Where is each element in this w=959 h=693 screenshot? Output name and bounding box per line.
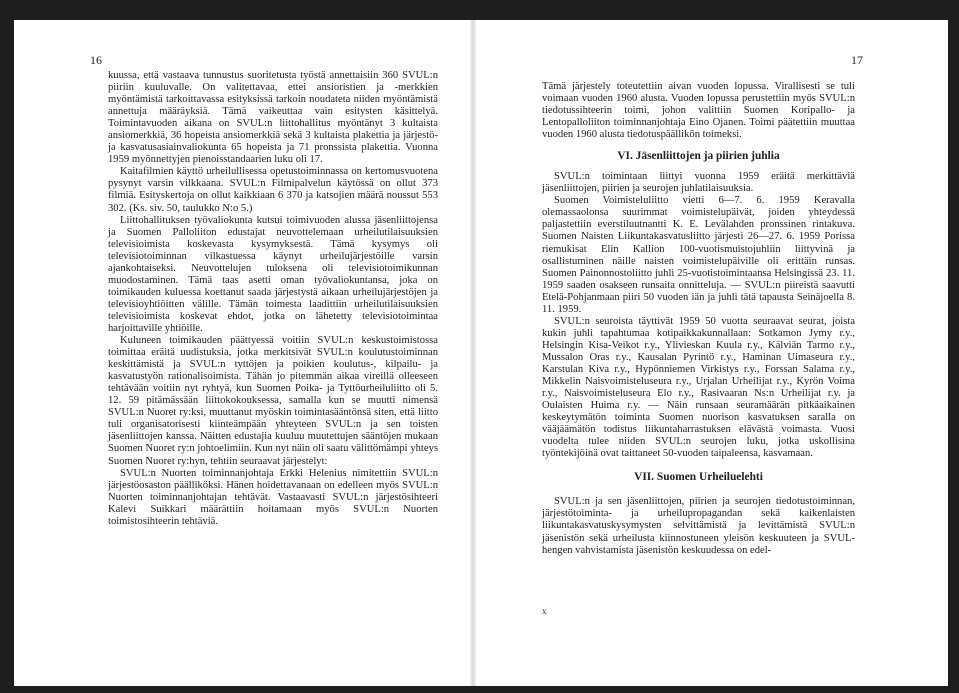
paragraph: Kuluneen toimikauden päättyessä voitiin SVUL:n keskustoimistossa toimittaa eräitä uudistuksia, jotka merkitsivät SVUL:n koulutustoiminnan keskittämistä ja SVUL:n tyttöjen ja poikien koulutus-, kilpailu- ja kasvatustyön rationalisoimista. Tähän jo pitemmän aikaa vireillä olleeseen tehtävään voitiin nyt ryhtyä, kun Suomen Poika- ja Tyttöurheiluliitto oli 5. 12. 59 pitämässään liittokokouksessa, samalla kun se muutti nimensä SVUL:n Nuoret ry:ksi, muuttanut myöskin toimintasääntönsä siten, että liitto tuli organisatorisesti kiinteämpään yhteyteen SVUL:n ja sen toisten jäsenliittojen kanssa. Näitten edustajia kuuluu muutettujen sääntöjen mukaan Suomen Nuoret ry:n johtoelimiin. Kun nyt näin oli saatu välittömämpi yhteys Suomen Nuoret ry:hyn, tehtiin seuraavat järjestelyt: [108,335,438,467]
paragraph: SVUL:n seuroista täyttivät 1959 50 vuotta seuraavat seurat, joista kukin juhli tapahtumaa kotipaikkakunnallaan: Sotkamon Jymy r.y., Helsingin Kisa-Veikot r.y., Ylivieskan Kuula r.y., Kälviän Tarmo r.y., Mussalon Oras r.y., Kausalan Pyrintö r.y., Haminan Uimaseura r.y., Karstulan Kiva r.y., Hypönniemen Virkistys r.y., Forssan Salama r.y., Mikkelin Naisvoimisteluseura r.y., Urjalan Urheilijat r.y., Kyrön Voima r.y., Naisvoimisteluseura Elo r.y., Rasivaaran Ns:n Urheilijat r.y. ja Oulaisten Huima r.y. — Näin runsaan seuramäärän pitkäaikainen keskeytymätön toiminta Suomen nuorison kasvatuksen saralla on vääjäämätön todistus liikuntaharrastuksen elävästä voimasta. Vuosi vuodelta tulee niiden SVUL:n seurojen luku, jotka uskollisina työntekijöinä ovat taittaneet 50-vuoden taipaleensa, kasvamaan. [542,315,855,460]
paragraph: kuussa, että vastaava tunnustus suoritetusta työstä annettaisiin 360 SVUL:n piiriin kuuluvalle. On valitettavaa, ettei ansioristien ja -merkkien myöntämistä tarkoittavassa esityksissä tarkoin noudateta niiden myöntämistä annettuja määräyksiä. Tämä vaikeuttaa vain esitysten käsittelyä. Toimintavuoden aikana on SVUL:n liittohallitus myöntänyt 3 kultaista ansiomerkkiä, 36 hopeista ansiomerkkiä sekä 3 kultaista plakettia ja järjestö- ja kasvatusasiainvaliokunta 65 hopeista ja 71 pronssista plakettia. Vuonna 1959 myönnettyjen pienoisstandaarien luku oli 17. [108,70,438,166]
left-page-text [108,70,438,528]
section-heading-vii: VII. Suomen Urheiluelehti [634,471,763,484]
paragraph: SVUL:n Nuorten toiminnanjohtaja Erkki Helenius nimitettiin SVUL:n järjestöosaston päälliköksi. Hänen hoidettavanaan on edelleen myös SVUL:n Nuorten toiminnanjohtajan tehtävät. Vastaavasti SVUL:n järjestösihteeri Kalevi Suikkari määrättiin hoitamaan myös SVUL:n Nuorten toimistosihteerin tehtäviä. [108,467,438,527]
book-gutter [470,20,476,686]
paragraph: SVUL:n ja sen jäsenliittojen, piirien ja seurojen tiedotustoiminnan, järjestötoiminta- ja urheilupropagandan sekä kaikenlaisten liikuntakasvatuskysymysten selvittämistä ja levittämistä SVUL:n jäsenistön sekä urheilusta kiinnostuneen yleisön keskuuteen ja SVUL-hengen vahvistamista jäsenistön keskuudessa on edel- [542,496,855,556]
section-heading-vi: VI. Jäsenliittojen ja piirien juhlia [617,150,780,163]
paragraph: Tämä järjestely toteutettiin aivan vuoden lopussa. Virallisesti se tuli voimaan vuoden 1960 alusta. Vuoden lopussa perustettiin myös SVUL:n tiedotussihteerin toimi, johon valittiin Suomen Koripallo- ja Lentopalloliiton toiminnanjohtaja Eino Ojanen. Toimi päätettiin muuttaa vuoden 1960 alusta tiedotuspäällikön toimeksi. [542,81,855,141]
paragraph: Kaitafilmien käyttö urheilullisessa opetustoiminnassa on kertomusvuotena pysynyt varsin vilkkaana. SVUL:n Filmipalvelun käytössä on ollut 373 filmiä. Esityskertoja on ollut kaikkiaan 6 370 ja katsojien määrä noussut 553 302. (Ks. siv. 50, taulukko N:o 5.) [108,166,438,214]
paragraph: Suomen Voimisteluliitto vietti 6—7. 6. 1959 Keravalla olemassaolonsa suurimmat voimistelupäivät, joiden yhteydessä paljastettiin everstiluutnantti K. E. Levälahden pronssinen rintakuva. Suomen Naisten Liikuntakasvatusliitto järjesti 26—27. 6. 1959 Porissa riemukisat Elin Kallion 100-vuotismuistojuhliin liittyvinä ja osallistuminen näille naisten voimistelupäiville oli erittäin runsas. Suomen Painonnostoliitto juhli 25-vuotistoimintaansa Helsingissä 23. 11. 1959 saaden osakseen runsaita onnitteluja. — SVUL:n piireistä saavutti Etelä-Pohjanmaan piiri 50 vuoden iän ja juhli tätä tapausta Seinäjoella 8. 11. 1959. [542,195,855,315]
footnote-mark: x [542,606,547,616]
right-page-text [542,81,855,557]
page-number-left: 16 [90,53,102,67]
paragraph: Liittohallituksen työvaliokunta kutsui toimivuoden alussa jäsenliittojensa ja Suomen Palloliiton edustajat neuvottelemaan urheilutilaisuuksien televisioimista koskevasta kysymyksestä. Tämä kysymys oli televisiotoiminnan vilkastuessa käynyt urheilujärjestöille varsin ajankohtaiseksi. Neuvottelujen tuloksena oli televisiotoimikunnan muodostaminen. Tämä taas asetti oman työvaliokuntansa, joka on toimikauden kuluessa koettanut saada järjestystä aikaan urheilujärjestöjen ja televisioyhtiöitten välille. Tämän toimesta laadittiin urheilutilaisuuksien televisioimista koskevat ehdot, jotka on lähetetty televisiotoimintaa harjoittaville yhtiöille. [108,214,438,334]
page-number-right: 17 [851,53,863,67]
paragraph: SVUL:n toimintaan liittyi vuonna 1959 eräitä merkittäviä jäsenliittojen, piirien ja seurojen juhlatilaisuuksia. [542,171,855,195]
